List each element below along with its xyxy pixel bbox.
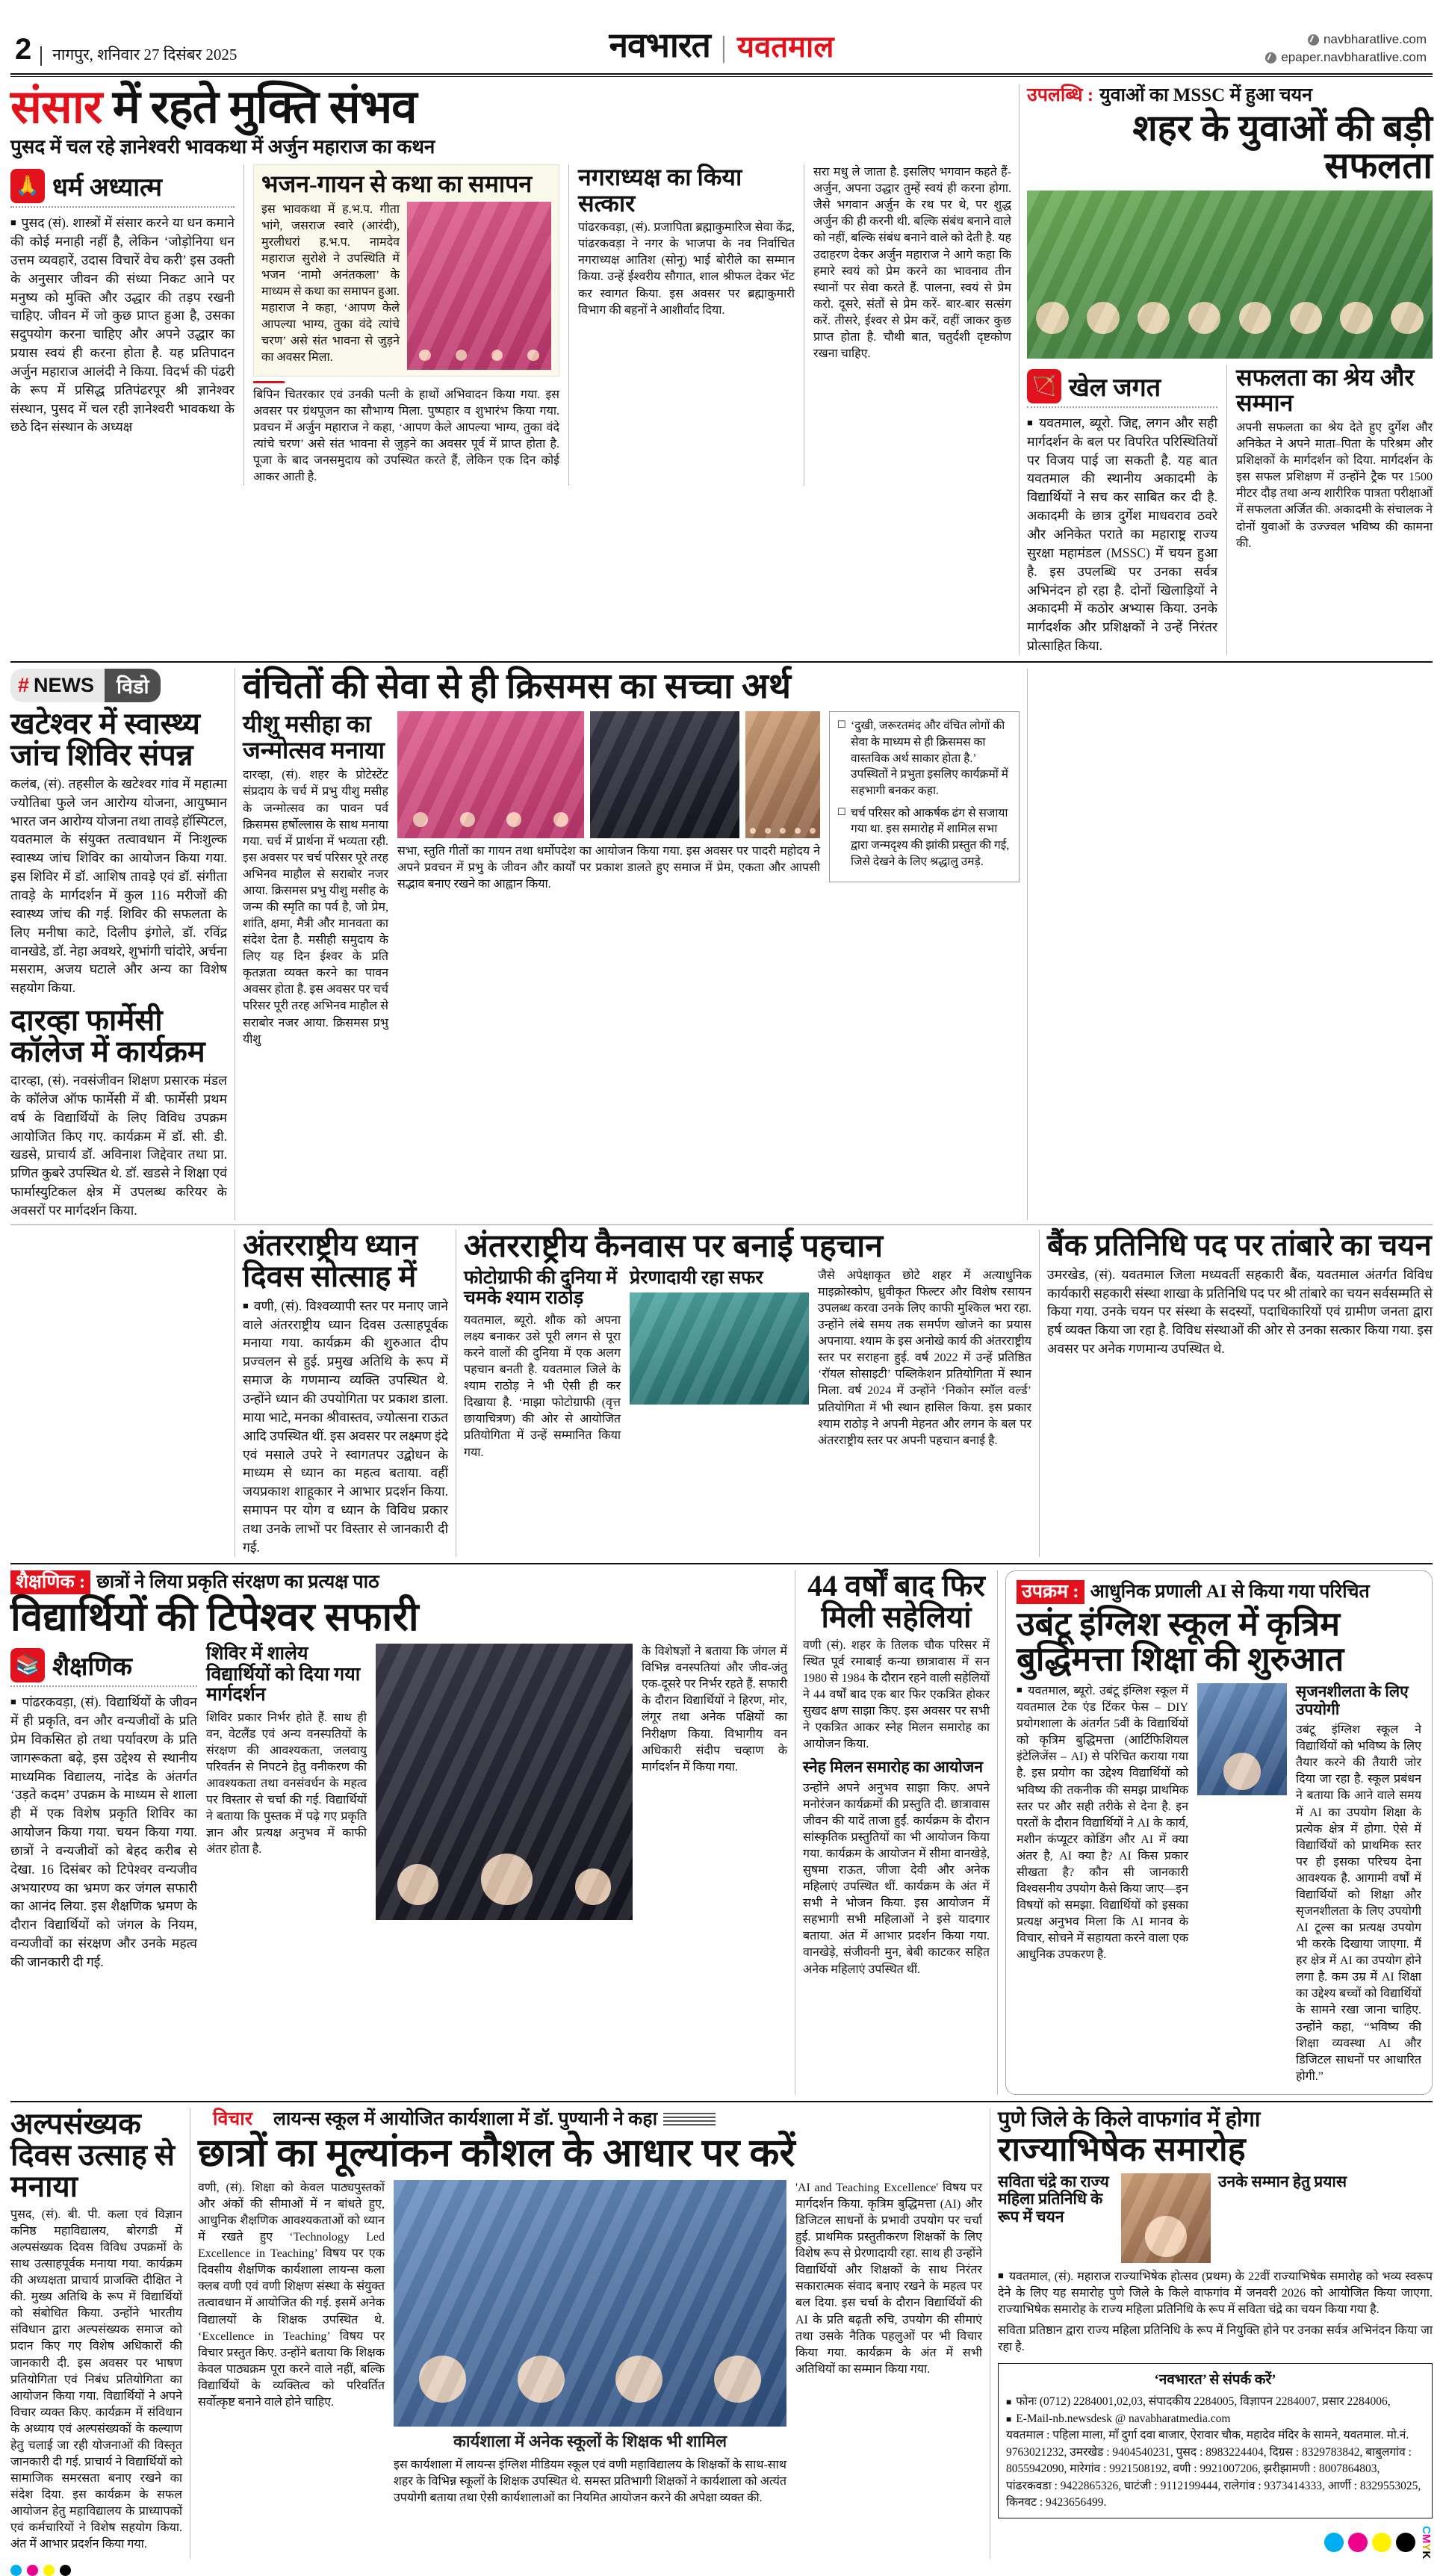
christmas-bullet-1: ☐ ‘दुखी, जरूरतमंद और वंचित लोगों की सेवा के माध्यम से ही क्रिसमस का वास्तविक अर्थ साकार होता है.’ उपस्थितों ने प्रभुता इसलिए कार्यक्रमों में सहभागी बनकर कहा. [837, 718, 1011, 799]
band-workshop [10, 2108, 1433, 2559]
rajya-headline: राज्याभिषेक समारोह [998, 2130, 1246, 2168]
mssc-right-col [1236, 365, 1433, 655]
bhajan-body: इस भावकथा में ह.भ.प. गीता भांगे, जसराज स्वारे (आरंदी), मुरलीधरां ह.भ.प. नामदेव महाराज सुरोशे ने उपस्थिति में भजन ‘नामो अनंतकला’ के माध्यम से कथा का समापन हुआ. महाराज ने कहा, ‘आपण केले आपल्या भाग्य, तुका वंदे त्यांचे चरण’ असे संत भावना से जुड़ने का अवसर मिला. [261, 202, 400, 365]
saheli-package [803, 1570, 990, 2095]
canvas-body-2: जैसे अपेक्षाकृत छोटे शहर में अत्याधुनिक माइक्रोस्कोप, ध्रुवीकृत फिल्टर और विशेष रसायन उपलब्ध करवा उनके लिए काफी मुश्किल भरा रहा. उन्होंने लंबे समय तक समर्पण खोजने का प्रयास अपनाया. श्याम के इस अनोखे कार्य की अंतरराष्ट्रीय स्तर पर सराहना हुई. वर्ष 2022 में उन्हें प्रतिष्ठित ‘रॉयल सोसाइटी’ पब्लिकेशन प्रतियोगिता में स्थान मिला. वर्ष 2024 में उन्होंने ‘निकोन स्मॉल वर्ल्ड’ प्रतियोगिता में भी स्थान हासिल किया. इस प्रकार श्याम राठोड़ ने अपनी मेहनत और लगन के बल पर अंतरराष्ट्रीय स्तर पर अपनी पहचान बनाई है. [818, 1269, 1031, 1447]
cmyk-label: CMYK [1420, 2525, 1433, 2559]
minority-body: पुसद, (सं). बी. पी. कला एवं विज्ञान कनिष्ठ महाविद्यालय, बोरगडी में अल्पसंख्यक दिवस विविध उपक्रमों के साथ उत्साहपूर्वक मनाया गया. कार्यक्रम की अध्यक्षता प्राचार्य प्राजक्ति दीक्षित ने की. मुख्य अतिथि के रूप में विद्यार्थियों को संबोधित किया. उन्होंने भारतीय संविधान द्वारा अल्पसंख्यक समाज को प्रदान किए गए विशेष अधिकारों की जानकारी दी. इस अवसर पर भाषण प्रतियोगिता एवं निबंध प्रतियोगिता का आयोजन किया गया. विद्यार्थियों ने अपने विचार व्यक्त किए. कार्यक्रम में संविधान के अध्याय एवं अल्पसंख्यकों के कल्याण हेतु चलाई जा रही योजनाओं की विस्तृत जानकारी दी गई. प्राचार्य ने विद्यार्थियों को सामाजिक समरसता बनाए रखने का संदेश दिया. इस कार्यक्रम के सफल आयोजन हेतु महाविद्यालय के प्राध्यापकों एवं कर्मचारियों ने विशेष सहयोग किया. अंत में आभार प्रदर्शन किया गया. [10, 2208, 182, 2551]
rajya-photo [1121, 2173, 1211, 2263]
band-canvas [10, 1227, 1433, 1557]
minority-package [10, 2108, 182, 2559]
safari-kicker [10, 1570, 787, 1594]
christmas-bullet-2: ☐ चर्च परिसर को आकर्षक ढंग से सजाया गया था. इस समारोह में शामिल सभा द्वारा जन्मदृश्य की झांकी प्रस्तुत की गई, जिसे देखने के लिए श्रद्धालु उमड़े. [837, 805, 1011, 870]
khateshwar-headline: खटेश्वर में स्वास्थ्य जांच शिविर संपन्न [10, 706, 200, 772]
ai-col-2 [1296, 1683, 1421, 2085]
edition-name: यवतमाल [736, 31, 834, 64]
masthead [10, 0, 1433, 72]
canvas-col-3 [818, 1268, 1031, 1461]
edu-badge [10, 1648, 197, 1682]
lead-columns [10, 164, 1011, 486]
divider-dotted [1027, 406, 1217, 408]
meditation-package [243, 1227, 449, 1557]
lead-col-1 [10, 164, 235, 486]
safari-col-1 [10, 1644, 197, 1972]
meditation-headline: अंतरराष्ट्रीय ध्यान दिवस सोत्साह में [243, 1227, 418, 1293]
canvas-sub-right: प्रेरणादायी रहा सफर [630, 1267, 763, 1288]
workshop-caption: कार्यशाला में अनेक स्कूलों के शिक्षक भी शामिल [453, 2431, 727, 2450]
rajya-sub-right: उनके सम्मान हेतु प्रयास [1218, 2172, 1347, 2190]
contact-phones: ■ फोनः (0712) 2284001,02,03, संपादकीय 2284005, विज्ञापन 2284007, प्रसार 2284006, [1006, 2394, 1424, 2410]
divider-vertical [1027, 669, 1028, 1220]
magenta-dot-icon [1348, 2533, 1368, 2552]
christmas-photo-2 [590, 711, 739, 838]
bhajan-headline: भजन-गायन से कथा का समापन [261, 170, 533, 198]
canvas-package [464, 1230, 1031, 1557]
safari-kicker-text: छात्रों ने लिया प्रकृति संरक्षण का प्रत्यक्ष पाठ [96, 1571, 379, 1592]
christmas-photo-1 [397, 711, 584, 838]
nagar-col [578, 164, 795, 486]
yellow-dot-icon [1372, 2533, 1391, 2552]
nagar-body-2: सरा मधु ले जाता है. इसलिए भगवान कहते हैं- अर्जुन, अपना उद्धार तुम्हें स्वयं ही करना होगा. जैसे भगवान अर्जुन के रथ पर थे, पर शुद्ध अर्जुन की ही करनी थी. बल्कि संबंध बनाने वाले को नहीं, बल्कि संबंध बनाने वाले को देती है. यह उदाहरण देकर अर्जुन महाराज ने आगे कहा कि हमारे स्वयं को प्रेम करने का भावनाव तीन स्थानों पर सेवा करते हैं. पालना, स्वयं से प्रेम करो. दूसरे, संतों से प्रेम करें- बार-बार सत्संग करें. तीसरे, ईश्वर से प्रेम करें, वहीं जाकर कुछ प्राप्त होता है. चौथी बात, चतुर्दशी दृष्टकोण रखना चाहिए. [813, 166, 1011, 360]
mssc-photo [1027, 191, 1433, 359]
nameplate-separator: | [720, 30, 727, 64]
safari-col-2 [206, 1644, 367, 1972]
safari-mid-body: शिविर प्रकार निर्भर होते हैं. साथ ही वन, वेटलैंड एवं अन्य वनस्पतियों के संरक्षण की आवश्यकता, जलवायु परिवर्तन से निपटने हेतु वनीकरण की आवश्यकता तथा वनसंवर्धन के महत्व पर विस्तार से चर्चा की गई. विद्यार्थियों ने बताया कि पुस्तक में पढ़े गए प्रकृति ज्ञान और प्रत्यक्ष अनुभव में काफी अंतर होता है. [206, 1711, 367, 1857]
saheli-headline: 44 वर्षों बाद फिर मिली सहेलियां [807, 1568, 985, 1634]
minority-headline: अल्पसंख्यक दिवस उत्साह से मनाया [10, 2106, 175, 2203]
ai-right-head: सृजनशीलता के लिए उपयोगी [1296, 1682, 1409, 1718]
paper-title: नवभारत [609, 25, 710, 64]
masthead-rule-thin [10, 76, 1433, 77]
ai-package [1005, 1570, 1433, 2095]
mssc-kicker-text: युवाओं का MSSC में हुआ चयन [1099, 85, 1312, 105]
left-news-rail [10, 669, 227, 1220]
workshop-body-3: इस कार्यशाला में लायन्स इंग्लिश मीडियम स्कूल एवं वणी महाविद्यालय के शिक्षकों के साथ-साथ शहर के विभिन्न स्कूलों के शिक्षक उपस्थित थे. समस्त प्रतिभागी शिक्षकों ने कार्यशाला को अत्यंत उपयोगी बताया तथा ऐसी कार्यशालाओं का नियमित आयोजन करने की अपेक्षा व्यक्त की. [394, 2458, 786, 2504]
dharma-badge [10, 169, 235, 203]
lead-col-2 [253, 164, 559, 486]
safari-package [10, 1570, 787, 2095]
khateshwar-body: कलंब, (सं). तहसील के खटेश्वर गांव में महात्मा ज्योतिबा फुले जन आरोग्य योजना, आयुष्मान भारत जन आरोग्य योजना तथा तावड़े हॉस्पिटल, यवतमाल के संयुक्त तत्वावधान में निःशुल्क स्वास्थ्य जांच शिविर का आयोजन किया गया. इस शिविर में डॉ. आशिष तावड़े एवं डॉ. संगीता तावड़े के मार्गदर्शन में कुल 116 मरीजों की स्वास्थ्य जांच की गई. शिविर की सफलता के लिए मनीषा काटे, दिलीप इंगोले, डॉ. रविंद्र वानखेडे, डॉ. नेहा अवथरे, शुभांगी चांदोरे, अर्चना मसराम, अजय घटाले और अन्य का विशेष सहयोग किया. [10, 775, 227, 996]
pharmacy-headline: दारव्हा फार्मेसी कॉलेज में कार्यक्रम [10, 1003, 205, 1069]
safari-mid-head: शिविर में शालेय विद्यार्थियों को दिया गया मार्गदर्शन [206, 1644, 361, 1706]
rajya-package [998, 2108, 1433, 2559]
section-divider [10, 1563, 1433, 1564]
sports-badge [1027, 369, 1217, 403]
canvas-body-1: यवतमाल, ब्यूरो. शौक को अपना लक्ष्य बनाकर उसे पूरी लगन से पूरा करने वालों की दुनिया में एक अलग पहचान बनती है. यवतमाल जिले के श्याम राठोड़ ने भी ऐसी ही कर दिखाया है. ‘माझा फोटोग्राफी (वृत्त छायाचित्रण) की ओर से आयोजित प्रतियोगिता में उन्हें सम्मानित किया गया. [464, 1313, 621, 1459]
website-links [1265, 31, 1427, 67]
christmas-headline: वंचितों की सेवा से ही क्रिसमस का सच्चा अर्थ [243, 666, 791, 706]
mssc-package [1027, 84, 1433, 655]
workshop-kicker-text: लायन्स स्कूल में आयोजित कार्यशाला में डॉ. पुण्यानी ने कहा [273, 2108, 658, 2129]
left-rail-cont [10, 1230, 227, 1557]
divider-dotted [10, 206, 235, 208]
rajya-sub-left: सविता चंद्रे का राज्य महिला प्रतिनिधि के रूप में चयन [998, 2172, 1109, 2226]
contact-title: ‘नवभारत’ से संपर्क करें’ [1154, 2371, 1276, 2388]
mssc-headline: शहर के युवाओं की बड़ी सफलता [1132, 108, 1433, 186]
christmas-bullets [829, 711, 1020, 1047]
rajya-headline-small: पुणे जिले के किले वाफगांव में होगा [998, 2107, 1261, 2131]
ai-photo-col [1197, 1683, 1287, 2085]
lead-photo [407, 202, 551, 370]
globe-icon [1308, 34, 1319, 46]
contact-email[interactable]: ■ E-Mail-nb.newsdesk @ navabharatmedia.com [1006, 2411, 1424, 2427]
rule-decoration-icon [663, 2113, 716, 2125]
ai-photo [1197, 1683, 1287, 1795]
mssc-kicker [1027, 84, 1433, 107]
safari-body: ■ पांढरकवड़ा, (सं). विद्यार्थियों के जीवन में ही प्रकृति, वन और वन्यजीवों के प्रति प्रेम विकसित हो तथा पर्यावरण के प्रति जागरूकता बढ़े, इस उद्देश्य से स्थानीय माध्यमिक विद्यालय, नांदेड के अंतर्गत ‘उड़ते कदम’ उपक्रम के माध्यम से शाला ही में एक विशेष प्रकृति शिविर का आयोजन किया गया. चयन किया गया. छात्रों ने वन्यजीवों को बेहद करीब से देखा. 16 दिसंबर को टिपेश्वर वन्यजीव अभयारण्य का भ्रमण कर जंगल सफारी का आनंद लिया. इस शैक्षणिक भ्रमण के दौरान विद्यार्थियों को जंगल के नियम, वन्यजीवों का संरक्षण और उनके महत्व की जानकारी दी गई. [10, 1693, 197, 1972]
divider-vertical [243, 164, 244, 486]
workshop-col-1 [198, 2180, 385, 2507]
accent-bar [253, 381, 285, 383]
sports-col [1027, 365, 1217, 655]
canvas-col-2 [630, 1268, 809, 1461]
christmas-body-1: दारव्हा, (सं). शहर के प्रोटेस्टेंट संप्रदाय के चर्च में प्रभु यीशु मसीह के जन्मोत्सव का पावन पर्व क्रिसमस हर्षोल्लास के साथ मनाया गया. चर्च में प्रार्थना में भव्यता रही. इस अवसर पर चर्च परिसर पूरे तरह अभिनव माहौल से सराबोर नजर आया. क्रिसमस प्रभु यीशु मसीह के जन्म की स्मृति का पर्व है, जो प्रेम, शांति, क्षमा, मैत्री और मानवता का संदेश देता है. मसीही समुदाय के लिए यह दिन ईश्वर के प्रति कृतज्ञता व्यक्त करने का पावन अवसर होता है. इस अवसर पर चर्च परिसर पूरी तरह अभिनव माहौल से सराबोर नजर आया. क्रिसमस प्रभु यीशु [243, 769, 388, 1046]
ai-body-1: ■ यवतमाल, ब्यूरो. उबंटू इंग्लिश स्कूल में यवतमाल टेक एंड टिंकर फेस – DIY प्रयोगशाला के अंतर्गत 5वीं के विद्यार्थियों को कृत्रिम बुद्धिमत्ता (आर्टिफिशियल इंटेलिजेंस – AI) से परिचित कराया गया है. इस प्रयोग का उद्देश्य विद्यार्थियों को भविष्य की तकनीक की समझ प्राथमिक स्तर पर और सही तरीके से देना है. इन परतों के दौरान विद्यार्थियों ने AI के कार्य, मशीन कंप्यूटर कोडिंग और AI में क्या अंतर है, AI क्या है? AI किस प्रकार सीखता है? कौन सी जानकारी विश्वसनीय उपयोग कैसे किया जाए—इन विषयों को समझा. विद्यार्थियों को इसका प्रत्यक्ष अनुभव मिला कि AI मानव के विचार, सोचने में सहायता करने वाला एक आधुनिक उपकरण है. [1017, 1683, 1188, 1963]
sports-icon: 🏹 [1027, 369, 1061, 403]
canvas-headline: अंतरराष्ट्रीय कैनवास पर बनाई पहचान [464, 1228, 884, 1264]
canvas-photo [630, 1292, 809, 1405]
band-christmas [10, 666, 1433, 1220]
rajya-col-3 [1218, 2173, 1433, 2263]
workshop-package [198, 2108, 982, 2559]
band-safari [10, 1570, 1433, 2095]
safari-kicker-label: शैक्षणिक : [10, 1570, 90, 1594]
christmas-package [243, 666, 1020, 1220]
ai-col-1 [1017, 1683, 1188, 2085]
lead-headline-red: संसार [10, 82, 102, 133]
divider-dotted [10, 1685, 197, 1687]
lead-headline [10, 84, 1011, 131]
saheli-mid-head: स्नेह मिलन समारोह का आयोजन [803, 1758, 983, 1777]
meditation-body: ■ वणी, (सं). विश्वव्यापी स्तर पर मनाए जाने वाले अंतरराष्ट्रीय ध्यान दिवस उत्साहपूर्वक मनाया गया. कार्यक्रम की शुरुआत दीप प्रज्वलन से हुई. प्रमुख अतिथि के रूप में समाज के गणमान्य व्यक्ति उपस्थित थे. उन्होंने ध्यान की उपयोगिता पर प्रकाश डाला. माया भाटे, मनका श्रीवास्तव, ज्योत्सना राऊत आदि उपस्थित थीं. इस अवसर पर लक्ष्मण इंदे एवं मसाले उपरे ने स्वागतपर उद्बोधन के माध्यम से ध्यान का महत्व बताया. वहीं जयप्रकाश शाहूकार ने आभार प्रदर्शन किया. समापन पर योग व ध्यान के विविध प्रकार तथा उनके लाभों पर विस्तार से जानकारी दी गई. [243, 1297, 448, 1557]
lead-headline-rest: में रहते मुक्ति संभव [102, 82, 417, 133]
contact-addresses: यवतमाल : पहिला माला, माँ दुर्गा दवा बाजार, ऐरावार चौक, महादेव मंदिर के सामने, यवतमाल. मो.नं. 9763021232, उमरखेड : 9404540231, पुसद : 8983224404, दिग्रस : 8329783842, बाबुलगांव : 8055942090, मारेगांव : 9921508192, वणी : 9921007206, झरीझामणी : 8007864803, पांढरकवडा : 9422865326, घाटंजी : 9112199444, रालेगांव : 9373414333, आर्णी : 8329553025, किनवट : 9423656499. [1006, 2429, 1421, 2510]
bank-headline: बैंक प्रतिनिधि पद पर तांबारे का चयन [1047, 1227, 1432, 1262]
edu-badge-label: शैक्षणिक [52, 1653, 132, 1682]
ai-kicker [1017, 1580, 1421, 1604]
ai-kicker-text: आधुनिक प्रणाली AI से किया गया परिचित [1090, 1581, 1370, 1602]
workshop-kicker-label: विचार [213, 2108, 252, 2129]
safari-photo-col [376, 1644, 633, 1972]
book-icon: 📚 [10, 1648, 45, 1682]
christmas-body-2: सभा, स्तुति गीतों का गायन तथा धर्मोपदेश का आयोजन किया गया. इस अवसर पर पादरी महोदय ने अपने प्रवचन में प्रभु के जीवन और कार्यों पर प्रकाश डालते हुए समाज में प्रेम, एकता और आपसी सद्भाव बनाए रखने का आह्वान किया. [397, 845, 820, 891]
divider-vertical [568, 164, 569, 486]
mssc-kicker-label: उपलब्धि : [1027, 85, 1094, 105]
contact-box [998, 2363, 1433, 2518]
rajya-body-2: सविता प्रतिष्ठान द्वारा राज्य महिला प्रतिनिधि के रूप में नियुक्ति होने पर उनका सर्वत्र अभिनंदन किया जा रहा है. [998, 2323, 1433, 2353]
nameplate [609, 21, 834, 67]
safari-body-3: के विशेषज्ञों ने बताया कि जंगल में विभिन्न वनस्पतियां और जीव-जंतु एक-दूसरे पर निर्भर रहते हैं. सफारी के दौरान विद्यार्थियों ने हिरण, मोर, लंगूर तथा अनेक पक्षियों का निरीक्षण किया. विभागीय वन अधिकारी संदीप चव्हाण के मार्गदर्शन में किया गया. [642, 1645, 787, 1774]
safari-col-4 [642, 1644, 787, 1972]
rajya-col-1 [998, 2173, 1114, 2263]
christmas-subhead: यीशु मसीहा का जन्मोत्सव मनाया [243, 710, 385, 764]
canvas-col-1 [464, 1268, 621, 1461]
masthead-rule [10, 73, 1433, 75]
safari-photo [376, 1644, 633, 1920]
nagar-col-2 [813, 164, 1011, 486]
sports-badge-label: खेल जगत [1069, 374, 1161, 402]
workshop-photo-col [394, 2180, 786, 2507]
black-dot-icon [1396, 2533, 1415, 2552]
workshop-body-2: 'AI and Teaching Excellence' विषय पर मार्गदर्शन किया. कृत्रिम बुद्धिमत्ता (AI) और डिजिटल साधनों के प्रभावी उपयोग पर चर्चा हुई. प्राथमिक प्रस्तुतीकरण शिक्षकों के लिए विशेष रूप से प्रेरणादायी रहा. साथ ही उन्होंने विद्यार्थियों और शिक्षकों के साथ निरंतर सकारात्मक संवाद बनाए रखने के महत्व पर बल दिया. इस चर्चा के दौरान विद्यार्थियों की AI के प्रति बढ़ती रुचि, उपयोग की सीमाएं तथा उसके नैतिक पहलुओं पर भी विचार किया गया. कार्यक्रम के अंत में सभी अतिथियों का सम्मान किया गया. [795, 2181, 982, 2376]
section-divider [10, 2101, 1433, 2102]
mssc-right-body: अपनी सफलता का श्रेय देते हुए दुर्गेश और अनिकेत ने अपने माता–पिता के परिश्रम और प्रशिक्षकों के मार्गदर्शन को दिया. मार्गदर्शन के इस सफल प्रशिक्षण में उन्होंने ट्रैक पर 1500 मीटर दौड़ तथा अन्य शारीरिक पात्रता परीक्षाओं में सफलता अर्जित की. अकादमी के संचालक ने दोनों युवाओं के उज्ज्वल भविष्य की कामना की. [1236, 421, 1433, 550]
workshop-col-3 [795, 2180, 982, 2507]
bank-package [1047, 1227, 1433, 1557]
ai-kicker-label: उपक्रम : [1017, 1580, 1084, 1604]
divider-vertical [1226, 365, 1227, 655]
ai-body-2: उबंटू इंग्लिश स्कूल ने विद्यार्थियों को भविष्य के लिए तैयार करने की तैयारी जोर दिया जा रहा है. स्कूल प्रबंधन ने बताया कि आने वाले समय में AI का उपयोग शिक्षा के प्रत्येक क्षेत्र में होगा. ऐसे में विद्यार्थियों को प्राथमिक स्तर पर ही इसका परिचय देना आवश्यक है. आगामी वर्षों में विद्यार्थियों को शिक्षा और सृजनशीलता के लिए उपयोगी AI टूल्स का प्रत्यक्ष उपयोग भी करके दिखाया जाएगा. मैं हर क्षेत्र में AI का उपयोग होने लगा है. कम उम्र में AI शिक्षा का उद्देश्य बच्चों को विद्यार्थियों के सामने रखा जाना चाहिए. उन्होंने कहा, “भविष्य की शिक्षा व्यवस्था AI और डिजिटल साधनों पर आधारित होगी.” [1296, 1724, 1421, 2083]
lead-subhead: पुसद में चल रहे ज्ञानेश्वरी भावकथा में अर्जुन महाराज का कथन [10, 136, 435, 158]
saheli-mid-body: उन्होंने अपने अनुभव साझा किए. अपने मनोरंजन कार्यक्रमों की प्रस्तुति दी. छात्रावास जीवन की यादें ताजा हुईं. कार्यक्रम के दौरान सांस्कृतिक प्रस्तुतियों का भी आयोजन किया गया. कार्यक्रम के आयोजन में सीमा वानखेड़े, सुषमा राऊत, जीजा देवी और अनेक महिलाएं उपस्थित थीं. कार्यक्रम के अंत में सभी ने भोजन किया. इस आयोजन में सहभागी सभी महिलाओं ने इसे यादगार बताया. अंत में आभार प्रदर्शन किया गया. वानखेड़े, संजीवनी मुन, बेबी काटकर सहित अनेक महिलाएं उपस्थित थीं. [803, 1781, 990, 1976]
rajya-body-1: ■ यवतमाल, (सं). महाराज राज्याभिषेक होत्सव (प्रथम) के 22वीं राज्याभिषेक समारोह को भव्य स्वरूप देने के लिए यह समारोह पुणे जिले के किले वाफगांव में जनवरी 2026 को आयोजित किया जाएगा. राज्याभिषेक समारोह के राज्य महिला प्रतिनिधि के रूप में सविता चंद्रे का चयन किया गया है. [998, 2269, 1433, 2318]
ai-headline: उबंटू इंग्लिश स्कूल में कृत्रिम बुद्धिमत्ता शिक्षा की शुरुआत [1017, 1605, 1344, 1678]
website-epaper[interactable]: epaper.navbharatlive.com [1281, 50, 1427, 65]
mssc-body: ■ यवतमाल, ब्यूरो. जिद्द, लगन और सही मार्गदर्शन के बल पर विपरित परिस्थितियों पर विजय पाई जा सकती है. यह बात यवतमाल की स्थानीय अकादमी के विद्यार्थियों ने सच कर साबित कर दी है. अकादमी के छात्र दुर्गेश माधवराव ठवरे और अनिकेत पराते का महाराष्ट्र राज्य सुरक्षा महामंडल (MSSC) में चयन हुआ है. इस उपलब्धि पर उनका सर्वत्र अभिनंदन हो रहा है. दोनों खिलाड़ियों ने अकादमी में कठोर अभ्यास किया. उनके मार्गदर्शक और प्रशिक्षकों ने उन्हें निरंतर प्रोत्साहित किया. [1027, 414, 1217, 655]
workshop-body-1: वणी, (सं). शिक्षा को केवल पाठ्यपुस्तकों और अंकों की सीमाओं में न बांधते हुए, आधुनिक शैक्षणिक आवश्यकताओं को ध्यान में रखते हुए ‘Technology Led Excellence in Teaching’ विषय पर एक दिवसीय शैक्षणिक कार्यशाला लायन्स कला क्लब वणी एवं वणी शिक्षण संस्था के संयुक्त तत्वावधान में आयोजित की गई. इसमें अनेक विद्यालयों के शिक्षक उपस्थित थे. ‘Excellence in Teaching’ विषय पर विचार प्रस्तुत किए. उन्होंने बताया कि शिक्षक केवल पाठ्यक्रम पूरा करने वाले नहीं, बल्कि विद्यार्थियों के व्यक्तित्व को परिवर्तित सर्वोत्कृष्ट बनाने वाले होने चाहिए. [198, 2181, 385, 2409]
pharmacy-body-cont [10, 1230, 227, 1248]
workshop-kicker [198, 2108, 982, 2131]
rajya-photo-col [1121, 2173, 1211, 2263]
lead-body-2: बिपिन चितरकार एवं उनकी पत्नी के हाथों अभिवादन किया गया. इस अवसर पर ग्रंथपूजन का सौभाग्य मिला. पुष्पहार व शुभारंभ किया गया. प्रवचन में अर्जुन महाराज ने कहा, ‘आपण केले आपल्या भाग्य, तुका वंदे त्यांचे चरण’ असे संत भावना से जुड़ने का अवसर पूर्व में प्राप्त होता है. पूजा के बाद जनसमुदाय को उपस्थित करते हैं, लेकिन एक दिन कोई आकर आती है. [253, 388, 559, 484]
dateline: नागपुर, शनिवार 27 दिसंबर 2025 [40, 46, 237, 66]
bank-body: उमरखेड, (सं). यवतमाल जिला मध्यवर्ती सहकारी बैंक, यवतमाल अंतर्गत विविध कार्यकारी सहकारी संस्था शाखा के प्रतिनिधि पद पर श्री तांबारे का चयन सर्वसम्मति से किया गया. उनके चयन पर संस्था के सदस्यों, पदाधिकारियों एवं ग्रामीण जनता द्वारा हर्ष व्यक्त किया जा रहा है. विविध संस्थाओं की ओर से उनका सत्कार किया गया. इस अवसर पर अनेक गणमान्य उपस्थित थे. [1047, 1266, 1433, 1357]
registration-dots [10, 2565, 1433, 2576]
divider-vertical [1019, 84, 1020, 655]
news-video-tag[interactable] [10, 669, 161, 702]
workshop-photo [394, 2180, 786, 2427]
safari-headline: विद्यार्थियों की टिपेश्वर सफारी [10, 1595, 419, 1639]
website-main[interactable]: navbharatlive.com [1323, 31, 1427, 46]
band-lead [10, 84, 1433, 655]
cyan-dot-icon [1324, 2533, 1344, 2552]
page-number: 2 [15, 33, 32, 66]
nagar-body: पांढरकवड़ा, (सं). प्रजापिता ब्रह्माकुमारिज सेवा केंद्र, पांढरकवड़ा ने नगर के भाजपा के नव निर्वाचित नगराध्यक्ष आतिश (सोनू) भाई बोरीले का सम्मान किया. उन्हें ईश्वरीय सौगात, शाल श्रीफल देकर भेंट कर स्वागत किया. इस अवसर पर ब्रह्माकुमारी विभाग की बहनों ने आशीर्वाद दिया. [578, 221, 795, 317]
christmas-photo-3 [745, 711, 820, 838]
section-divider [10, 661, 1433, 663]
pharmacy-body: दारव्हा, (सं). नवसंजीवन शिक्षण प्रसारक मंडल के कॉलेज ऑफ फार्मेसी में बी. फार्मेसी प्रथम वर्ष के विद्यार्थियों के लिए विविध उपक्रम आयोजित किए गए. कार्यक्रम में डॉ. सी. डी. खडसे, प्राचार्य डॉ. अविनाश जिद्देवार तथा प्रा. प्रणित कुबरे उपस्थित थे. डॉ. खडसे ने शिक्षा एवं फार्मास्युटिकल क्षेत्र में उपलब्ध करियर के अवसरों पर मार्गदर्शन किया. [10, 1073, 227, 1218]
christmas-col-1 [243, 711, 388, 1047]
lead-package [10, 84, 1011, 655]
bhajan-box [253, 164, 559, 377]
divider-vertical [1039, 1230, 1040, 1557]
news-tag-a: # NEWS [10, 669, 105, 702]
saheli-body: वणी (सं). शहर के तिलक चौक परिसर में स्थित पूर्व रमाबाई कन्या छात्रावास में सन 1980 से 1984 के दौरान रहने वाली सहेलियों ने 44 वर्षों बाद एक बार फिर एकत्रित होकर सुखद क्षण साझा किए. इस अवसर पर सभी ने एकत्रित आकर स्नेह मिलन समारोह का आयोजन किया. [803, 1638, 990, 1751]
nagar-headline: नगराध्यक्ष का किया सत्कार [578, 164, 742, 217]
lead-body-1: ■ पुसद (सं). शास्त्रों में संसार करने या धन कमाने की कोई मनाही नहीं है, लेकिन ‘जोड़ोनिया धन उत्तम व्यवहारें, उदास विचारें वेच करी’ इस उक्ती के अनुसार जीवन की संध्या निकट आने पर मनुष्य को मुक्ति और उद्धार की तड़प रखनी चाहिए. जीवन में जो कुछ प्राप्त हुआ है, उसका सदुपयोग करना चाहिए और अपने उद्धार का प्रयास स्वयं ही करना होता है. यह प्रतिपादन अर्जुन महाराज आलंदी ने किया. विदर्भ की पंढरी के रूप में प्रसिद्ध प्रतिपंढरपूर श्री ज्ञानेश्वर संस्थान, पुसद में चल रही ज्ञानेश्वरी भावकथा के छठे दिन संस्थान के अध्यक्ष [10, 214, 235, 436]
dharma-badge-label: धर्म अध्यात्म [52, 174, 162, 202]
cmyk-marks [998, 2526, 1433, 2559]
divider-vertical [997, 1570, 998, 2095]
hash-icon: # [18, 673, 30, 696]
globe-icon [1265, 52, 1276, 64]
band2-right-spacer [1035, 669, 1433, 1220]
news-tag-b: विडो [105, 669, 161, 702]
mssc-right-headline: सफलता का श्रेय और सम्मान [1236, 363, 1415, 417]
namaste-icon: 🙏 [10, 169, 45, 203]
workshop-headline: छात्रों का मूल्यांकन कौशल के आधार पर करें [198, 2131, 795, 2175]
section-divider [10, 1224, 1433, 1225]
christmas-photos [397, 711, 820, 1047]
canvas-sub-left: फोटोग्राफी की दुनिया में चमके श्याम राठोड़ [464, 1267, 618, 1309]
